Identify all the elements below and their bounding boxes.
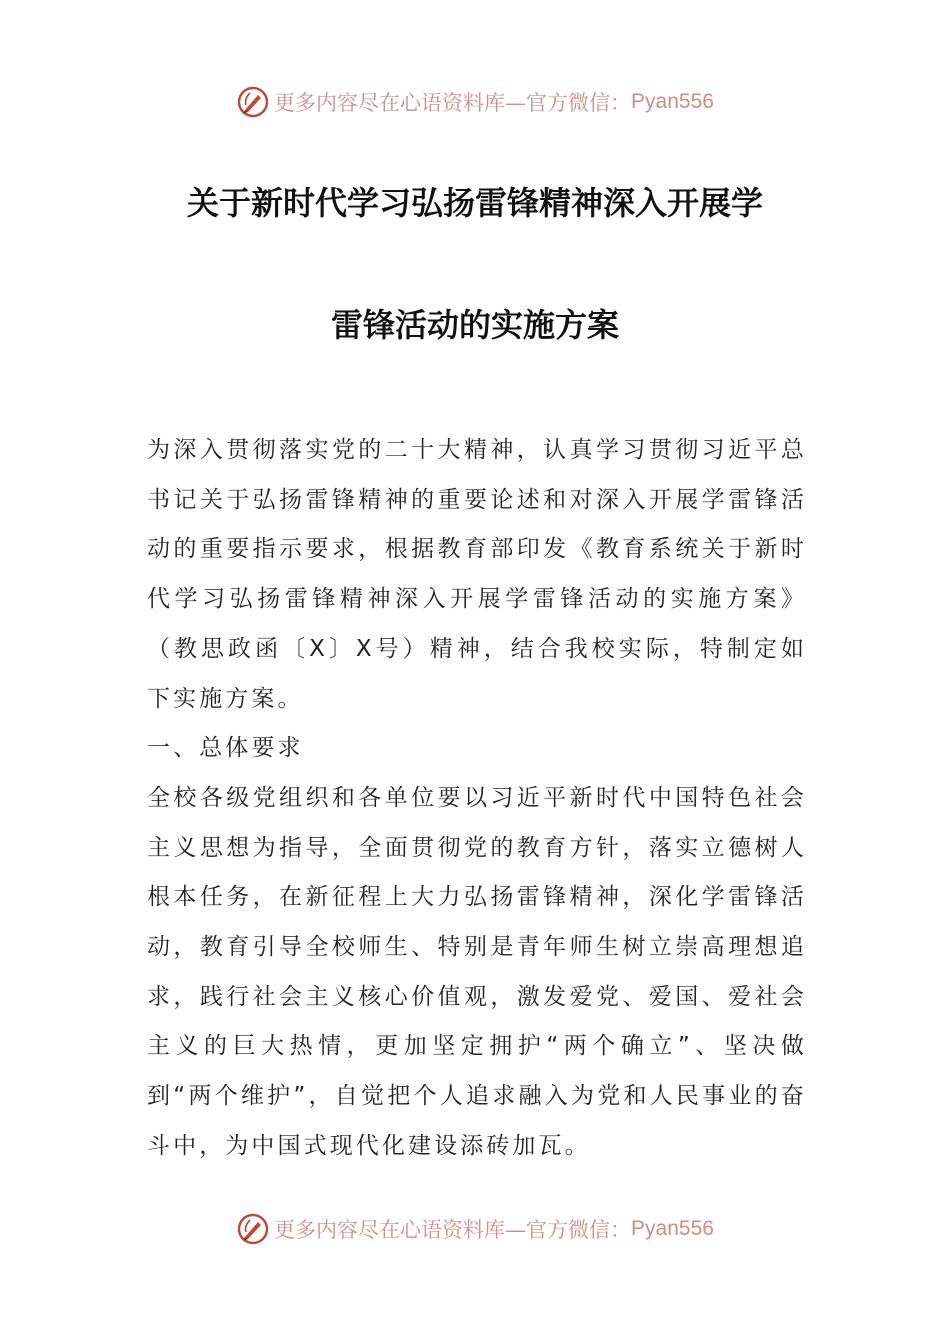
watermark-wechat-id: Pyan556 [631,90,714,113]
intro-paragraph: 为深入贯彻落实党的二十大精神，认真学习贯彻习近平总书记关于弘扬雷锋精神的重要论述和对深入开展学雷锋活动的重要指示要求，根据教育部印发《教育系统关于新时代学习弘扬雷锋精神深入开展学雷锋活动的实施方案》（教思政函〔X〕X号）精神，结合我校实际，特制定如下实施方案。 [147,437,807,712]
document-title-line-1: 关于新时代学习弘扬雷锋精神深入开展学 [186,184,763,222]
pen-circle-logo-icon [236,1212,270,1246]
document-body [147,426,807,1172]
section-1-paragraph: 全校各级党组织和各单位要以习近平新时代中国特色社会主义思想为指导，全面贯彻党的教育方针，落实立德树人根本任务，在新征程上大力弘扬雷锋精神，深化学雷锋活动，教育引导全校师生、特别是青年师生树立崇高理想追求，践行社会主义核心价值观，激发爱党、爱国、爱社会主义的巨大热情，更加坚定拥护“两个确立”、坚决做到“两个维护”，自觉把个人追求融入为党和人民事业的奋斗中，为中国式现代化建设添砖加瓦。 [147,784,807,1159]
watermark-text: 更多内容尽在心语资料库—官方微信： [274,91,632,115]
section-heading-general-requirements: 一、总体要求 [147,735,304,762]
watermark-wechat-id: Pyan556 [631,1217,714,1240]
document-title-line-2: 雷锋活动的实施方案 [330,306,619,344]
watermark-text: 更多内容尽在心语资料库—官方微信： [274,1218,632,1242]
header-watermark-banner [0,82,950,122]
footer-watermark-banner [0,1209,950,1249]
pen-circle-logo-icon [236,85,270,119]
